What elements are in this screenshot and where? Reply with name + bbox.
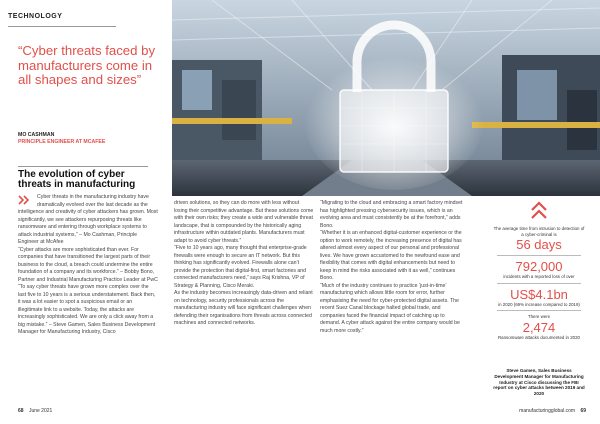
body-column-2 (174, 200, 314, 328)
stat-divider (497, 255, 581, 256)
stat-days: 56 days (516, 237, 562, 253)
paragraph: Cyber threats in the manufacturing industry have dramatically evolved over the last decade as the intelligence and creativity of cyber attackers has grown. Most significantly, we see attackers repurposing threats like ransomware and entering through workplace systems to attack industrial systems,” – Mo Cashman, Principle Engineer at McAfee (18, 194, 158, 245)
paragraph: “To say cyber threats have grown more complex over the last five to 10 years is a serious understatement. Back then, it was a lot easier to spot a suspicious email or an illegitimate link to a website. Today, the attacks are increasingly sophisticated. We are only a click away from a big mistake.” – Steve Gamen, Sales Business Development Manager for Manufacturing Industry, Cisco (18, 284, 156, 335)
pull-quote-block (18, 44, 168, 88)
factory-padlock-illustration (172, 0, 600, 196)
paragraph: “Whether it is an enhanced digital-customer experience or the option to work remotely, the increasing presence of digital has altered almost every aspect of our personal and professional lives. We have grown accustomed to the newfound ease and flexibility that comes with digital enhancements but need to keep in mind the risks associated with it as well,” continues Bono. (320, 230, 462, 281)
paragraph: “Migrating to the cloud and embracing a smart factory mindset has highlighted pressing cybersecurity issues, which is an evolving area and must consistently be at the forefront,” adds Bono. (320, 200, 463, 229)
paragraph: As the industry becomes increasingly data-driven and reliant on technology, security professionals across the manufacturing industry will face significant challenges when defending their organisations from threats across connected machines and connected networks. (174, 290, 313, 326)
stat-intro: The average time from intrusion to detection of a cyber-criminal is (493, 226, 585, 237)
stat-ransomware-label: Ransomware attacks documented in 2020 (497, 334, 580, 340)
quote-author-title: PRINCIPLE ENGINEER AT MCAFEE (18, 139, 106, 145)
quote-author: MO CASHMAN (18, 132, 55, 138)
stat-ransomware-intro: There were (527, 314, 551, 320)
title-rule (18, 166, 148, 167)
chevron-up-icon (530, 200, 548, 222)
section-tag: TECHNOLOGY (8, 13, 63, 20)
site-url: manufacturingglobal.com (519, 408, 576, 414)
footer-left (18, 408, 52, 414)
article-title: The evolution of cyber threats in manufacturing (18, 169, 136, 191)
pull-quote: “Cyber threats faced by manufacturers come in all shapes and sizes” (18, 43, 156, 88)
issue-date: June 2021 (28, 408, 53, 414)
footer-right (519, 408, 586, 414)
stat-divider (497, 310, 581, 311)
stat-divider (497, 283, 581, 284)
section-rule (8, 26, 116, 27)
paragraph: “Cyber attacks are more sophisticated than ever. For companies that have transitioned the largest parts of their business to the cloud, a breach could undermine the entire foundation of a company and its workforce.” – Bobby Bono, Partner and Industrial Manufacturing Practice Leader at PwC (18, 246, 158, 283)
body-column-3 (320, 200, 465, 335)
stat-incidents: 792,000 (515, 259, 563, 275)
stat-loss-label: in 2020 (69% increase compared to 2019) (498, 301, 580, 307)
body-column-1 (18, 194, 158, 337)
stat-ransomware: 2,474 (522, 319, 556, 335)
stats-caption: Steve Gamen, Sales Business Development Manager for Manufacturing Industry at Cisco discussing the FBI report on cyber attacks between 2019 and 2020 (493, 368, 585, 397)
stat-loss: US$4.1bn (510, 286, 568, 302)
stat-incidents-label: incidents with a reported loss of over (503, 274, 575, 280)
paragraph: “Five to 10 years ago, many thought that enterprise-grade firewalls were enough to secure an IT network. But this thinking has significantly evolved. Firewalls alone can’t provide the protection that digital-first, smart factories and connected manufacturers need,” says Raj Krishna, VP of Strategy & Planning, Cisco Meraki. (174, 245, 307, 289)
paragraph: driven solutions, so they can do more with less without losing their competitive advantage. But these solutions come with their own risks; they create a wide and vulnerable threat landscape, that is compounded by the historically aging infrastructure within outdated plants. Manufacturers must adapt to avoid cyber threats.” (174, 200, 314, 244)
page-number-left: 68 (18, 408, 24, 414)
hero-image (172, 0, 600, 196)
paragraph: “Much of the industry continues to practice ‘just-in-time’ manufacturing which allows little room for error, further emphasising the need for cyber-protected digital assets. The recent Suez Canal blockage halted global trade, and companies faced the financial impact of catching up to demand. A cyber attack against the entire company would be much more costly.” (320, 282, 460, 334)
stats-panel (493, 200, 585, 341)
quote-chevron-icon (18, 194, 34, 206)
page-number-right: 69 (580, 408, 586, 414)
